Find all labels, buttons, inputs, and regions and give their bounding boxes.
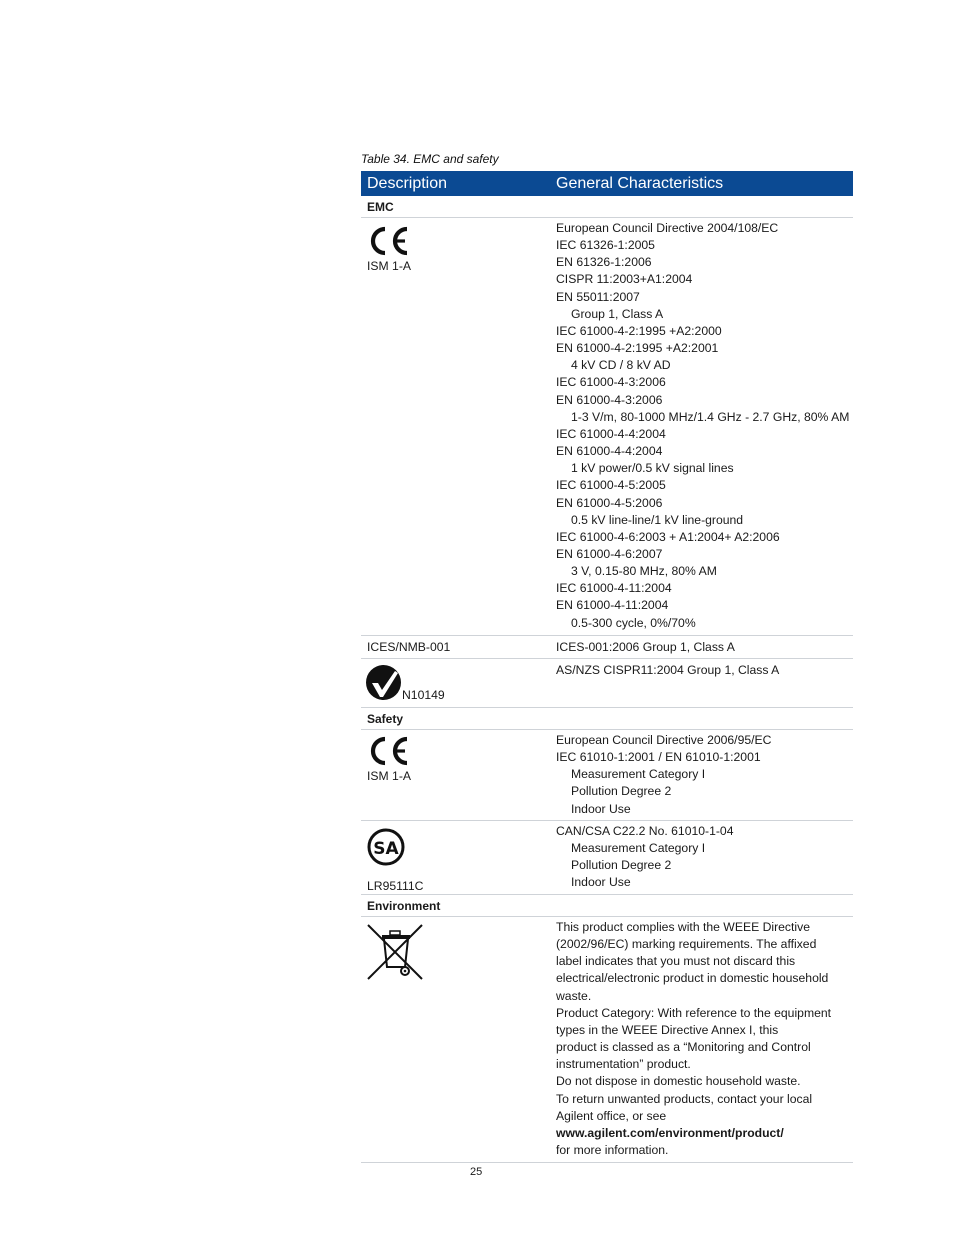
section-label: Safety: [367, 712, 404, 726]
text-line: Do not dispose in domestic household waste.: [556, 1074, 801, 1089]
safety-standards-list: [556, 732, 851, 818]
table-row-ices: [361, 636, 853, 659]
ices-value: ICES-001:2006 Group 1, Class A: [556, 640, 735, 654]
row-description: [367, 224, 411, 275]
text-line: EN 61000-4-3:2006: [556, 392, 663, 407]
table-row-csa: [361, 821, 853, 895]
ctick-value: AS/NZS CISPR11:2004 Group 1, Class A: [556, 663, 780, 677]
text-line: EN 61000-4-2:1995 +A2:2001: [556, 341, 719, 356]
table-row-weee: [361, 917, 853, 1163]
page-number: 25: [470, 1166, 483, 1178]
ce-label: ISM 1-A: [367, 769, 412, 783]
text-line: IEC 61000-4-2:1995 +A2:2000: [556, 323, 722, 338]
text-line: 1-3 V/m, 80-1000 MHz/1.4 GHz - 2.7 GHz, 80% AM: [571, 409, 850, 424]
weee-text: [556, 919, 851, 1159]
svg-text:SA: SA: [373, 839, 399, 859]
text-line: types in the WEEE Directive Annex I, this: [556, 1022, 779, 1037]
text-line: This product complies with the WEEE Directive: [556, 920, 810, 934]
text-line: 0.5-300 cycle, 0%/70%: [571, 615, 696, 630]
text-line: instrumentation” product.: [556, 1057, 691, 1072]
row-description: [367, 734, 411, 785]
text-line: IEC 61010-1:2001 / EN 61010-1:2001: [556, 750, 761, 765]
text-line: To return unwanted products, contact your local: [556, 1091, 813, 1106]
c-tick-icon: [365, 664, 402, 701]
text-line: Pollution Degree 2: [571, 784, 672, 799]
text-line: CAN/CSA C22.2 No. 61010-1-04: [556, 824, 734, 838]
text-line: European Council Directive 2004/108/EC: [556, 221, 779, 235]
text-line: (2002/96/EC) marking requirements. The affixed: [556, 937, 817, 952]
text-line: Product Category: With reference to the equipment: [556, 1005, 832, 1020]
text-line: CISPR 11:2003+A1:2004: [556, 272, 693, 287]
section-label: Environment: [367, 899, 441, 913]
text-line: EN 55011:2007: [556, 289, 640, 304]
text-line: www.agilent.com/environment/product/: [556, 1125, 784, 1140]
text-line: Indoor Use: [571, 801, 631, 816]
text-line: 0.5 kV line-line/1 kV line-ground: [571, 512, 744, 527]
text-line: Measurement Category I: [571, 767, 706, 782]
text-line: Pollution Degree 2: [571, 858, 672, 873]
row-description: [367, 828, 423, 895]
emc-standards-list: [556, 220, 851, 632]
text-line: EN 61000-4-6:2007: [556, 546, 663, 561]
table-row-safety-ce: [361, 730, 853, 821]
header-description: Description: [367, 175, 448, 192]
table-row-ctick: [361, 659, 853, 708]
text-line: IEC 61000-4-11:2004: [556, 581, 672, 596]
emc-safety-table: [361, 171, 853, 1163]
csa-mark-icon: [367, 828, 405, 866]
text-line: product is classed as a “Monitoring and Control: [556, 1040, 811, 1055]
text-line: EN 61000-4-4:2004: [556, 444, 663, 459]
text-line: 4 kV CD / 8 kV AD: [571, 358, 671, 373]
text-line: IEC 61000-4-5:2005: [556, 478, 666, 493]
text-line: for more information.: [556, 1143, 669, 1158]
section-label: EMC: [367, 200, 394, 214]
ce-mark-icon: [367, 734, 409, 768]
text-line: electrical/electronic product in domestic household: [556, 971, 829, 986]
text-line: EN 61000-4-11:2004: [556, 598, 669, 613]
csa-standards-list: [556, 823, 851, 892]
text-line: EN 61000-4-5:2006: [556, 495, 663, 510]
table-row-emc-ce: [361, 218, 853, 636]
table-header: [361, 171, 853, 196]
text-line: IEC 61000-4-3:2006: [556, 375, 666, 390]
text-line: European Council Directive 2006/95/EC: [556, 733, 772, 747]
text-line: IEC 61326-1:2005: [556, 238, 655, 253]
ctick-label: N10149: [402, 688, 445, 702]
text-line: Agilent office, or see: [556, 1108, 667, 1123]
ce-label: ISM 1-A: [367, 259, 412, 273]
ices-label: ICES/NMB-001: [367, 640, 451, 654]
text-line: Measurement Category I: [571, 841, 706, 856]
table-caption: Table 34. EMC and safety: [361, 152, 499, 166]
text-line: EN 61326-1:2006: [556, 255, 652, 270]
section-emc: [361, 196, 853, 218]
text-line: Group 1, Class A: [571, 306, 664, 321]
weee-bin-icon: [365, 923, 425, 981]
csa-label: LR95111C: [367, 879, 424, 893]
text-line: IEC 61000-4-4:2004: [556, 426, 666, 441]
section-safety: [361, 708, 853, 730]
text-line: 3 V, 0.15-80 MHz, 80% AM: [571, 564, 717, 579]
text-line: IEC 61000-4-6:2003 + A1:2004+ A2:2006: [556, 529, 780, 544]
text-line: label indicates that you must not discard this: [556, 954, 796, 969]
section-environment: [361, 895, 853, 917]
text-line: Indoor Use: [571, 875, 631, 890]
text-line: 1 kV power/0.5 kV signal lines: [571, 461, 734, 476]
row-description: [365, 923, 425, 981]
ce-mark-icon: [367, 224, 409, 258]
header-general-characteristics: General Characteristics: [556, 175, 724, 192]
text-line: waste.: [556, 988, 592, 1003]
